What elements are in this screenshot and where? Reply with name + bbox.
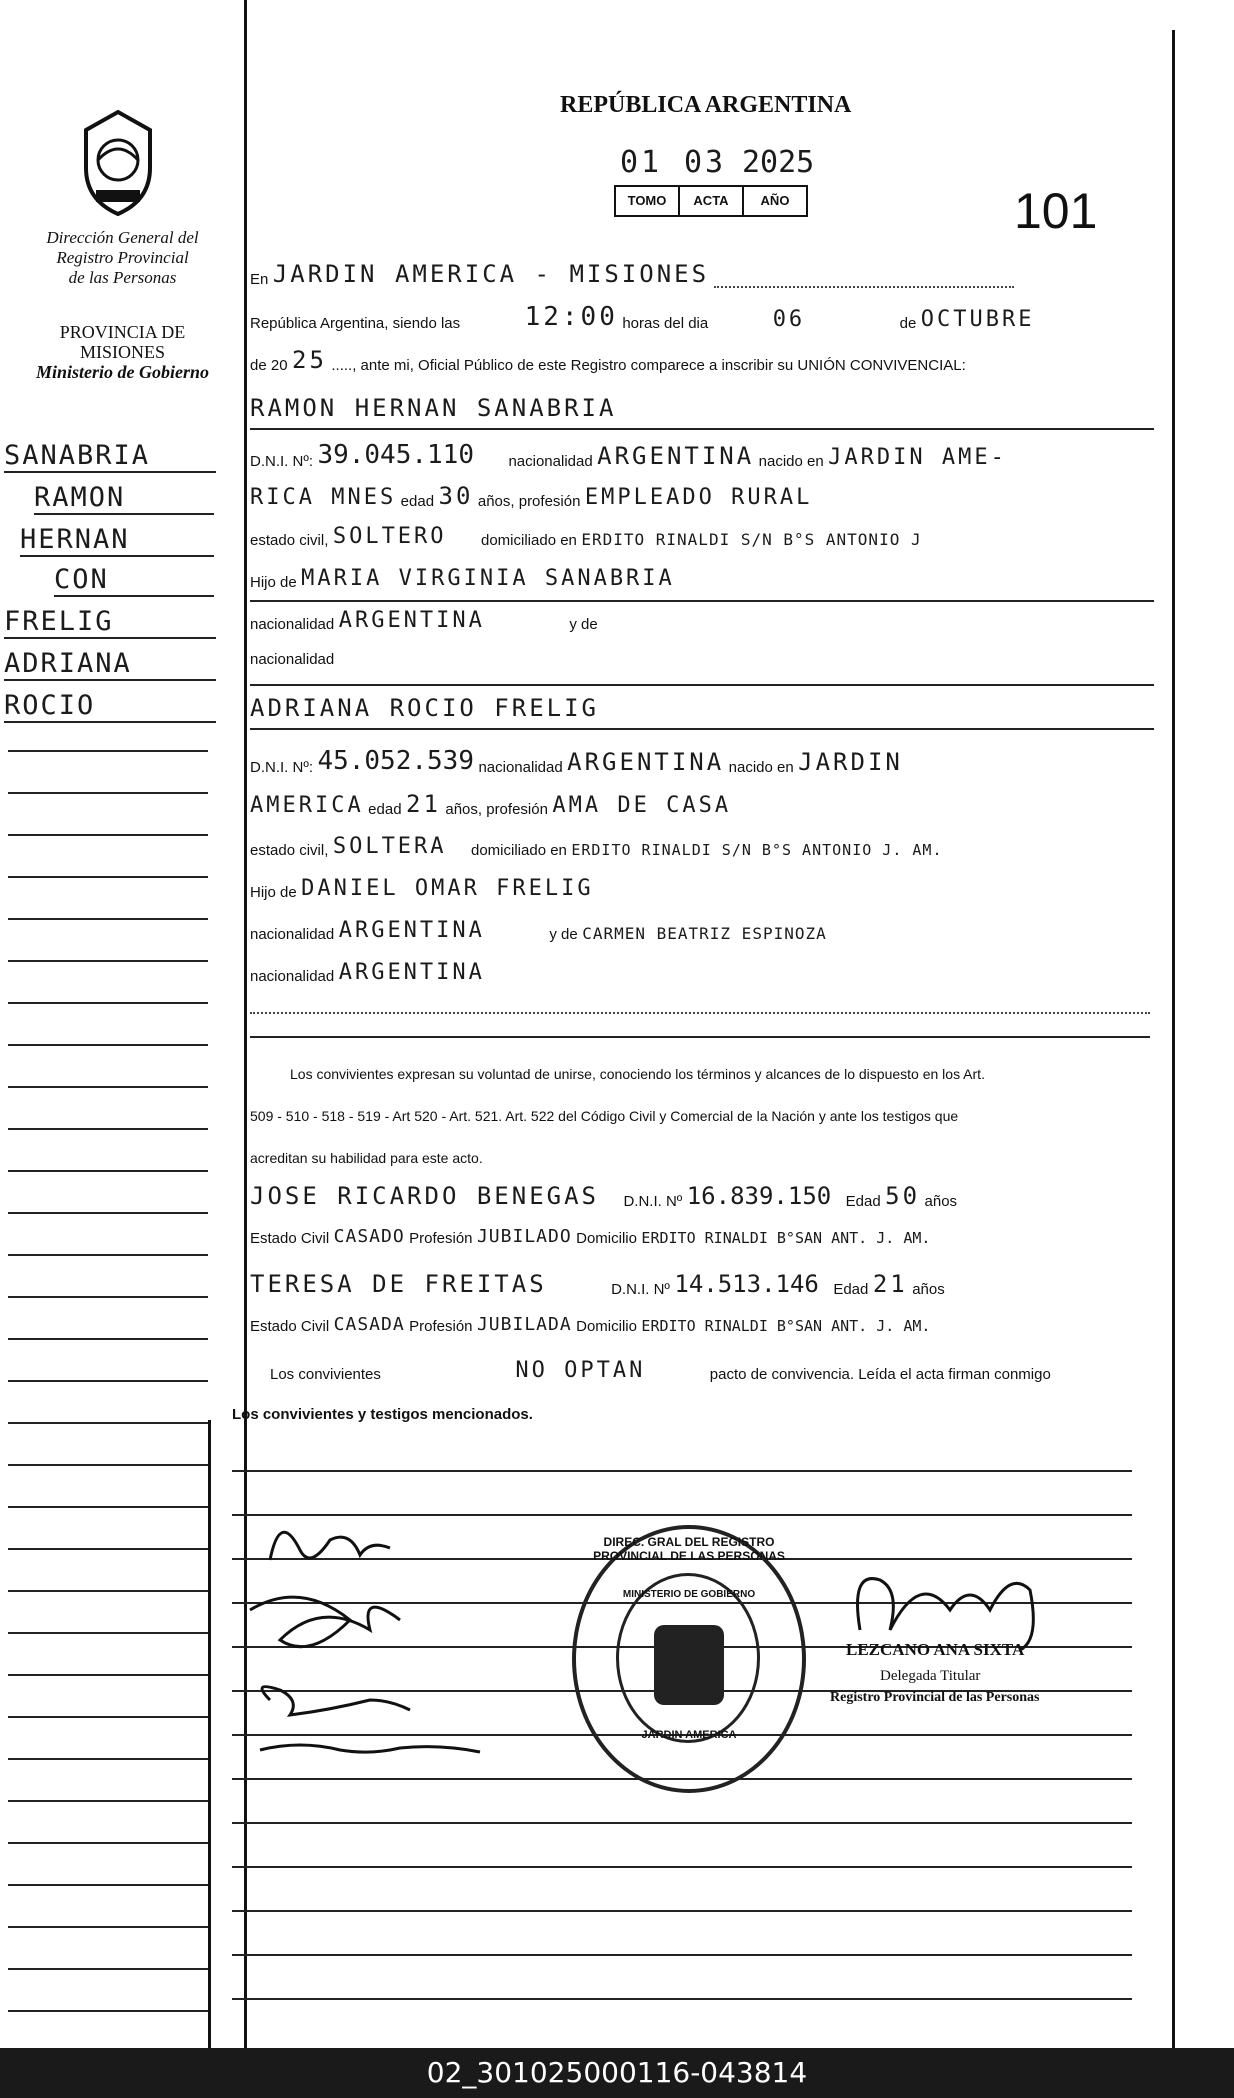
person1-age-row: [250, 482, 1154, 516]
person2-dni: 45.052.539: [317, 746, 474, 776]
person2-parent1: DANIEL OMAR FRELIG: [301, 876, 594, 901]
province-line: MISIONES: [79, 342, 165, 362]
witness2-address: ERDITO RINALDI B°SAN ANT. J. AM.: [641, 1317, 931, 1335]
person2-parent2-nat: ARGENTINA: [338, 960, 485, 985]
witness1-civil: CASADO: [333, 1226, 405, 1247]
country-heading: REPÚBLICA ARGENTINA: [560, 92, 852, 118]
nationality-label: nacionalidad: [250, 651, 335, 668]
declaration-line-1: Los convivientes expresan su voluntad de unirse, conociendo los términos y alcances de lo dispuesto en los Art.: [290, 1066, 985, 1082]
profession-label: años, profesión: [445, 801, 548, 818]
person2-name-row: [250, 694, 1154, 730]
signature-witness-1: [262, 1687, 410, 1715]
registry-title-line: Dirección General del: [46, 228, 199, 247]
person1-parent1: MARIA VIRGINIA SANABRIA: [301, 566, 675, 591]
closing-line-2: Los convivientes y testigos mencionados.: [232, 1406, 533, 1423]
seal-inner-text: MINISTERIO DE GOBIERNO: [622, 1589, 756, 1600]
text-horas: horas del dia: [622, 315, 709, 332]
dni-label: D.N.I. Nº: [611, 1281, 670, 1298]
witness2-age: 21: [872, 1270, 908, 1298]
person2-birthplace-2: AMERICA: [250, 793, 364, 818]
witness1-age: 50: [885, 1182, 921, 1210]
witness1-dni: 16.839.150: [686, 1182, 832, 1210]
seal-text: DIREC. GRAL DEL REGISTRO PROVINCIAL DE LAS PERSONAS: [593, 1535, 785, 1563]
nationality-label: nacionalidad: [250, 926, 335, 943]
civil-label: Estado Civil: [250, 1318, 330, 1335]
witness2-detail-row: [250, 1314, 1154, 1348]
person2-civil: SOLTERA: [332, 834, 447, 859]
person2-dni-row: [250, 746, 1154, 780]
address-label: Domicilio: [576, 1230, 637, 1247]
text-en: En: [250, 271, 269, 288]
age-label: Edad: [833, 1281, 869, 1298]
years-label: años: [912, 1281, 945, 1298]
witness1-name-row: [250, 1182, 1154, 1216]
document-code-bar: 02_301025000116-043814: [0, 2048, 1234, 2098]
margin-name: FRELIG: [4, 606, 216, 639]
person1-address: ERDITO RINALDI S/N B°S ANTONIO J: [581, 530, 922, 549]
intro-line-2: [250, 302, 1154, 336]
right-margin-rule: [1172, 30, 1175, 2048]
year-value: 25: [292, 346, 327, 374]
signature-convivient-2: [250, 1597, 400, 1647]
person2-name: ADRIANA ROCIO FRELIG: [250, 694, 599, 722]
person1-name-row: [250, 394, 1154, 430]
civil-label: Estado Civil: [250, 1230, 330, 1247]
declaration-line-2: 509 - 510 - 518 - 519 - Art 520 - Art. 521. Art. 522 del Código Civil y Comercial de la Nación y ante los testigos que: [250, 1108, 959, 1124]
tomo-value: 01: [620, 145, 663, 180]
registry-title-line: de las Personas: [68, 268, 177, 287]
official-name: LEZCANO ANA SIXTA: [846, 1640, 1025, 1659]
years-label: años: [924, 1193, 958, 1210]
parent-label: Hijo de: [250, 884, 297, 901]
convivientes-label: Los convivientes: [270, 1366, 381, 1383]
person1-civil-row: [250, 524, 1154, 558]
person2-profession: AMA DE CASA: [552, 793, 732, 818]
text-de: de: [899, 315, 917, 332]
person2-birthplace-1: JARDIN: [798, 748, 903, 776]
person1-profession: EMPLEADO RURAL: [584, 485, 813, 510]
separator: [250, 1036, 1150, 1038]
parent-label: Hijo de: [250, 574, 297, 591]
civil-label: estado civil,: [250, 532, 329, 549]
witness1-profession: JUBILADO: [476, 1226, 572, 1247]
margin-name: CON: [54, 564, 214, 597]
official-role: Delegada Titular: [880, 1668, 981, 1684]
person1-birthplace-2: RICA MNES: [250, 485, 397, 510]
witness2-name-row: [250, 1270, 1154, 1304]
margin-name: ADRIANA: [4, 648, 216, 681]
person2-parent-row: [250, 876, 1154, 910]
birthplace-label: nacido en: [728, 759, 794, 776]
nationality-label: nacionalidad: [508, 453, 593, 470]
person1-parent-row: [250, 566, 1154, 602]
person2-nationality: ARGENTINA: [567, 748, 725, 776]
address-label: domiciliado en: [481, 532, 577, 549]
acta-value: 03: [684, 145, 727, 180]
person2-parent2: CARMEN BEATRIZ ESPINOZA: [582, 924, 827, 943]
birthplace-label: nacido en: [758, 453, 824, 470]
margin-name: RAMON: [34, 482, 214, 515]
registry-title: [20, 228, 225, 288]
act-number: 101: [1014, 183, 1098, 239]
person2-age-row: [250, 790, 1154, 824]
signatures: [240, 1500, 540, 1820]
witness1-name: JOSE RICARDO BENEGAS: [250, 1182, 599, 1210]
person1-name: RAMON HERNAN SANABRIA: [250, 394, 617, 422]
provincial-crest: [72, 108, 164, 218]
person1-parent1-nat: ARGENTINA: [338, 608, 485, 633]
person2-parentnat-row: [250, 918, 1154, 952]
witness2-dni: 14.513.146: [674, 1270, 819, 1298]
official-seal: [572, 1525, 806, 1793]
age-label: edad: [368, 801, 402, 818]
person2-parent2-row: [250, 960, 1154, 994]
civil-label: estado civil,: [250, 842, 329, 859]
text-siendo: República Argentina, siendo las: [250, 315, 461, 332]
seal-bottom-text: JARDIN AMERICA: [641, 1729, 737, 1741]
person1-civil: SOLTERO: [332, 524, 447, 549]
pact-label: pacto de convivencia. Leída el acta firman conmigo: [709, 1366, 1051, 1383]
intro-line-3: [250, 346, 1154, 380]
ano-value: 2025: [742, 145, 815, 180]
profession-label: Profesión: [409, 1318, 473, 1335]
tomo-label: TOMO: [616, 187, 680, 215]
person2-parent1-nat: ARGENTINA: [338, 918, 485, 943]
person2-age: 21: [406, 790, 441, 818]
person1-age: 30: [438, 482, 474, 510]
signature-convivient-1: [270, 1532, 390, 1560]
dni-label: D.N.I. Nº:: [250, 759, 313, 776]
nationality-label: nacionalidad: [250, 968, 335, 985]
person1-birthplace-1: JARDIN AME-: [828, 445, 1007, 470]
address-label: Domicilio: [576, 1318, 637, 1335]
acta-label: ACTA: [680, 187, 744, 215]
person1-dni: 39.045.110: [317, 440, 474, 470]
and-of-label: y de: [549, 926, 578, 943]
province-label: [20, 322, 225, 382]
left-margin-rule-lower: [208, 1420, 211, 2048]
dni-label: D.N.I. Nº:: [250, 453, 313, 470]
profession-label: años, profesión: [477, 493, 581, 510]
blank-dotted-line: [250, 1012, 1150, 1014]
person2-address: ERDITO RINALDI S/N B°S ANTONIO J. AM.: [571, 841, 943, 859]
witness1-detail-row: [250, 1226, 1154, 1260]
province-line: PROVINCIA DE: [59, 322, 186, 342]
nationality-label: nacionalidad: [478, 759, 563, 776]
time-value: 12:00: [524, 302, 618, 332]
witness2-name: TERESA DE FREITAS: [250, 1270, 547, 1298]
and-of-label: y de: [569, 616, 598, 633]
day-value: 06: [772, 307, 806, 332]
pact-value: NO OPTAN: [515, 1358, 646, 1383]
nationality-label: nacionalidad: [250, 616, 335, 633]
dni-label: D.N.I. Nº: [623, 1193, 683, 1210]
month-value: OCTUBRE: [920, 307, 1035, 332]
place-value: JARDIN AMERICA - MISIONES: [272, 260, 710, 288]
ano-label: AÑO: [760, 193, 790, 208]
person1-parent2-row: [250, 650, 1154, 686]
registry-title-line: Registro Provincial: [56, 248, 189, 267]
person2-civil-row: [250, 834, 1154, 868]
person1-parentnat-row: [250, 608, 1154, 642]
witness2-civil: CASADA: [333, 1314, 405, 1335]
person1-dni-row: [250, 440, 1154, 474]
closing-line-1: [270, 1358, 1154, 1392]
volume-box: [614, 145, 815, 227]
witness1-address: ERDITO RINALDI B°SAN ANT. J. AM.: [641, 1229, 931, 1247]
profession-label: Profesión: [409, 1230, 473, 1247]
text-ante: ....., ante mi, Oficial Público de este Registro comparece a inscribir su UNIÓN CONVIVENCIAL:: [331, 357, 966, 374]
intro-line-1: [250, 260, 1154, 294]
age-label: edad: [400, 493, 435, 510]
person1-nationality: ARGENTINA: [597, 442, 755, 470]
witness2-profession: JUBILADA: [476, 1314, 572, 1335]
official-office: Registro Provincial de las Personas: [830, 1690, 1040, 1705]
age-label: Edad: [845, 1193, 881, 1210]
margin-name: HERNAN: [20, 524, 214, 557]
margin-name: SANABRIA: [4, 440, 216, 473]
ministry-label: Ministerio de Gobierno: [35, 362, 209, 382]
margin-name: ROCIO: [4, 690, 216, 723]
declaration-line-3: acreditan su habilidad para este acto.: [250, 1150, 483, 1166]
seal-crest: [654, 1625, 724, 1705]
signature-witness-2: [260, 1745, 480, 1752]
text-year-prefix: de 20: [250, 357, 288, 374]
address-label: domiciliado en: [471, 842, 567, 859]
